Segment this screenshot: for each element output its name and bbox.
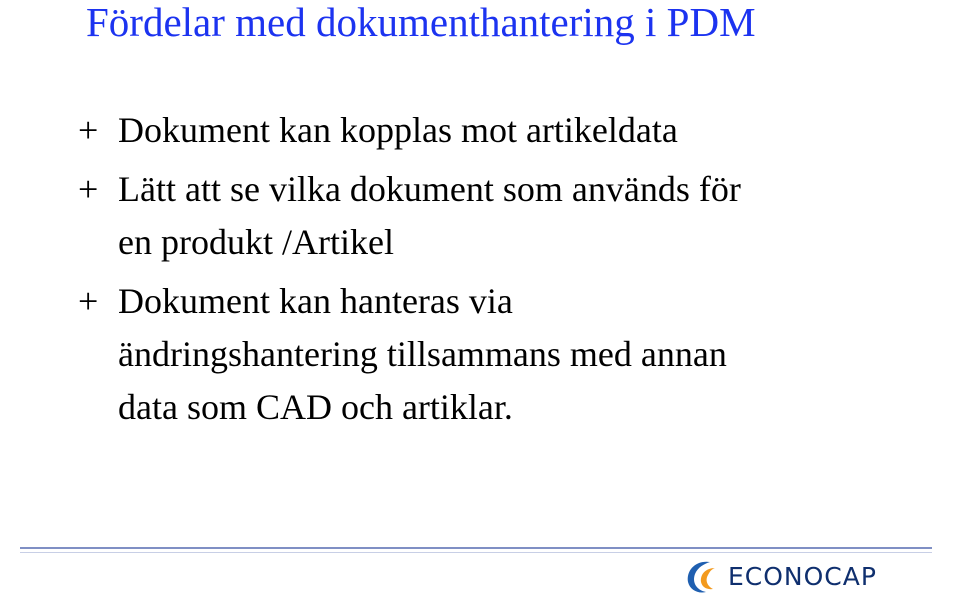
bullet-marker: +: [78, 281, 99, 321]
bullet-text: ändringshantering tillsammans med annan: [118, 334, 727, 374]
bullet-text: Dokument kan hanteras via: [118, 281, 513, 321]
bullet-text: Lätt att se vilka dokument som används för: [118, 169, 741, 209]
slide-title: Fördelar med dokumenthantering i PDM: [86, 0, 756, 45]
bullet-marker: +: [78, 110, 99, 150]
bullet-text: data som CAD och artiklar.: [118, 387, 513, 427]
bullet-item: [78, 275, 938, 434]
footer-divider-thin: [20, 552, 932, 553]
footer-divider: [20, 547, 932, 549]
bullet-list: [78, 104, 938, 440]
bullet-marker: +: [78, 169, 99, 209]
bullet-item: [78, 104, 938, 157]
bullet-text: Dokument kan kopplas mot artikeldata: [118, 110, 678, 150]
econocap-swirl-icon: [682, 556, 722, 596]
bullet-item: [78, 163, 938, 269]
logo-text: ECONOCAP: [728, 561, 877, 591]
bullet-text: en produkt /Artikel: [118, 222, 394, 262]
econocap-logo: [682, 556, 877, 596]
